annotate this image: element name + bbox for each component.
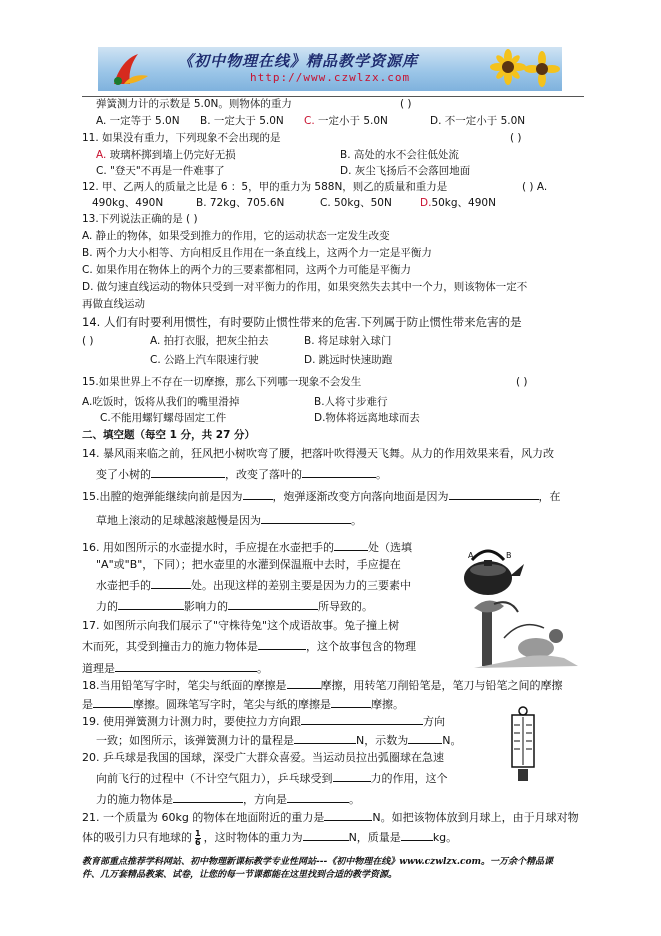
answer-blank[interactable] [261,512,351,524]
q14-option-a: A. 拍打衣服，把灰尘拍去 [150,335,269,347]
f16-line3: 水壶把手的 处。出现这样的差别主要是因为力的三要素中 [96,579,411,592]
answer-blank[interactable] [228,598,318,610]
answer-blank[interactable] [331,696,371,708]
fraction-one-sixth: $\frac{1}{6}$ [195,828,201,847]
f21-line2: 体的吸引力只有地球的 $\frac{1}{6}$ ，这时物体的重力为 N，质量是 kg。 [82,828,458,847]
f19-line2: 一致；如图所示，该弹簧测力计的量程是 N，示数为 N。 [96,734,462,747]
q14-paren: ( ) [82,335,94,347]
answer-blank[interactable] [93,696,133,708]
f19-line1: 19. 使用弹簧测力计测力时，要使拉力方向跟 方向 [82,715,445,728]
q14-option-d: D. 跳远时快速助跑 [304,354,393,366]
f16-line4: 力的 影响力的 所导致的。 [96,600,373,613]
answer-blank[interactable] [324,809,372,821]
site-logo-icon [108,50,152,88]
f17-line1: 17. 如图所示向我们展示了"守株待兔"这个成语故事。兔子撞上树 [82,619,400,632]
q15-option-b: B.人将寸步难行 [314,396,388,408]
f15-line2: 草地上滚动的足球越滚越慢是因为 。 [96,514,362,527]
answer-blank[interactable] [301,713,423,725]
answer-blank[interactable] [115,660,257,672]
q10-stem: 弹簧测力计的示数是 5.0N。则物体的重力 [96,98,292,110]
q13-option-b: B. 两个力大小相等、方向相反且作用在一条直线上，这两个力一定是平衡力 [82,247,432,259]
q11-option-a: A. 玻璃杯掷到墙上仍完好无损 [96,149,236,161]
q14-option-c: C. 公路上汽车限速行驶 [150,354,259,366]
f17-line2: 木而死，其受到撞击力的施力物体是 ，这个故事包含的物理 [82,640,416,653]
footer-line-1: 教育部重点推荐学科网站、初中物理新课标教学专业性网站---《初中物理在线》www.czwlzx.com。一万余个精品课 [82,857,554,867]
q12-option-a: 490kg、490N [92,197,164,209]
q12-stem: 12. 甲、乙两人的质量之比是 6 ：5，甲的重力为 588N，则乙的质量和重力是 [82,181,448,193]
footer-line-2: 件、几万套精品教案、试卷，让您的每一节课都能在这里找到合适的教学资源。 [82,870,398,880]
page-footer [82,856,582,882]
f14-line1: 14. 暴风雨来临之前，狂风把小树吹弯了腰，把落叶吹得漫天飞舞。从力的作用效果来看，风力改 [82,447,554,460]
q13-option-a: A. 静止的物体，如果受到推力的作用，它的运动状态一定发生改变 [82,230,390,242]
q11-option-b: B. 高处的水不会往低处流 [340,149,459,161]
spring-scale-figure [500,705,546,783]
answer-blank[interactable] [408,732,442,744]
header-title: 《初中物理在线》精品教学资源库 [178,52,419,70]
answer-blank[interactable] [287,677,321,689]
header-url[interactable]: http://www.czwlzx.com [250,71,411,84]
f20-line1: 20. 乒乓球是我国的国球，深受广大群众喜爱。当运动员拉出弧圈球在急速 [82,751,444,764]
f16-line1: 16. 用如图所示的水壶提水时，手应提在水壶把手的 处（选填 [82,541,412,554]
q15-option-a: A.吃饭时，饭将从我们的嘴里滑掉 [82,396,240,408]
q11-stem: 11. 如果没有重力，下列现象不会出现的是 [82,132,281,144]
answer-blank[interactable] [333,770,371,782]
answer-blank[interactable] [118,598,184,610]
f21-line1: 21. 一个质量为 60kg 的物体在地面附近的重力是 N。如把该物体放到月球上，由于月球对物 [82,811,579,824]
f14-line2: 变了小树的 ，改变了落叶的 。 [96,468,387,481]
answer-blank[interactable] [303,829,349,841]
q13-option-c: C. 如果作用在物体上的两个力的三要素都相同，这两个力可能是平衡力 [82,264,412,276]
kettle-figure [458,538,528,598]
q15-stem: 15.如果世界上不存在一切摩擦，那么下列哪一现象不会发生 [82,376,362,388]
answer-blank[interactable] [334,539,368,551]
q11-option-d: D. 灰尘飞扬后不会落回地面 [340,165,471,177]
q13-option-d-cont: 再做直线运动 [82,298,145,310]
answer-blank[interactable] [258,638,306,650]
answer-blank[interactable] [243,488,273,500]
answer-blank[interactable] [173,791,243,803]
q15-option-c: C.不能用螺钉螺母固定工件 [100,412,227,424]
q10-option-a: A. 一定等于 5.0N [96,115,180,127]
q13-option-d: D. 做匀速直线运动的物体只受到一对平衡力的作用，如果突然失去其中一个力，则该物体一定不 [82,281,528,293]
answer-blank[interactable] [151,466,225,478]
f20-line2: 向前飞行的过程中（不计空气阻力），乒乓球受到 力的作用，这个 [96,772,448,785]
q10-option-d: D. 不一定小于 5.0N [430,115,526,127]
answer-blank[interactable] [294,732,356,744]
f20-line3: 力的施力物体是 ，方向是 。 [96,793,360,806]
answer-blank[interactable] [401,829,433,841]
f17-line3: 道理是 。 [82,662,268,675]
q15-option-d: D.物体将远离地球而去 [314,412,420,424]
q12-option-d: D.50kg、490N [420,197,496,209]
f15-line1: 15.出膛的炮弹能继续向前是因为 ，炮弹逐渐改变方向落向地面是因为 ，在 [82,490,561,503]
q15-paren: ( ) [516,376,528,388]
f18-line1: 18.当用铅笔写字时，笔尖与纸面的摩擦是 摩擦，用转笔刀削铅笔是，笔刀与铅笔之间的摩擦 [82,679,563,692]
answer-blank[interactable] [287,791,349,803]
sunflower-icon [522,47,562,91]
header-banner [98,47,562,91]
q14-stem: 14. 人们有时要利用惯性，有时要防止惯性带来的危害.下列属于防止惯性带来危害的是 [82,315,522,329]
q12-paren: ( ) A. [522,181,548,193]
q12-option-b: B. 72kg、705.6N [196,197,285,209]
section-fill-blank-title: 二、填空题（每空 1 分，共 27 分） [82,429,256,441]
answer-blank[interactable] [151,577,191,589]
f16-line2: "A"或"B"，下同）；把水壶里的水灌到保温瓶中去时，手应提在 [96,558,401,571]
q13-stem: 13.下列说法正确的是 ( ) [82,213,198,225]
q14-option-b: B. 将足球射入球门 [304,335,392,347]
rabbit-tree-figure [474,598,582,670]
q11-option-c: C. "登天"不再是一件难事了 [96,165,225,177]
q11-paren: ( ) [510,132,522,144]
kettle-label-b: B [506,551,512,560]
answer-blank[interactable] [302,466,376,478]
kettle-label-a: A [468,551,474,560]
q10-paren: ( ) [400,98,412,110]
f18-line2: 是 摩擦。圆珠笔写字时，笔尖与纸的摩擦是 摩擦。 [82,698,404,711]
q12-option-c: C. 50kg、50N [320,197,392,209]
answer-blank[interactable] [449,488,539,500]
q10-option-b: B. 一定大于 5.0N [200,115,284,127]
q10-option-c: C. 一定小于 5.0N [304,115,388,127]
